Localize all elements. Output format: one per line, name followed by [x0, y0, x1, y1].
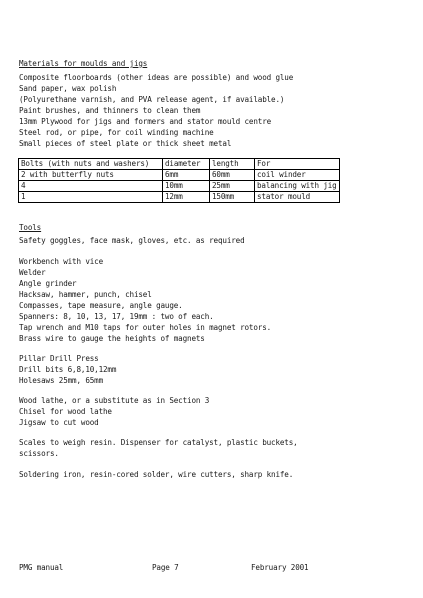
table-cell: 1 — [19, 192, 163, 203]
table-header-cell: length — [210, 159, 255, 170]
table-cell: 2 with butterfly nuts — [19, 170, 163, 181]
tools-line: Jigsaw to cut wood — [19, 418, 99, 427]
tools-heading: Tools — [19, 223, 42, 232]
tools-line: Compasses, tape measure, angle gauge. — [19, 301, 183, 310]
materials-line: Sand paper, wax polish — [19, 84, 117, 93]
materials-line: (Polyurethane varnish, and PVA release agent, if available.) — [19, 95, 285, 104]
materials-line: Composite floorboards (other ideas are possible) and wood glue — [19, 73, 294, 82]
materials-line: Paint brushes, and thinners to clean them — [19, 106, 201, 115]
footer-document-name: PMG manual — [19, 563, 64, 572]
table-row — [19, 181, 340, 192]
tools-line: Drill bits 6,8,10,12mm — [19, 365, 117, 374]
materials-heading: Materials for moulds and jigs — [19, 59, 148, 68]
tools-line: Welder — [19, 268, 46, 277]
table-header-cell: diameter — [163, 159, 210, 170]
table-cell: 10mm — [163, 181, 210, 192]
tools-line: Wood lathe, or a substitute as in Section 3 — [19, 396, 210, 405]
table-cell: 4 — [19, 181, 163, 192]
tools-line: scissors. — [19, 449, 59, 458]
footer-date: February 2001 — [251, 563, 309, 572]
tools-line: Hacksaw, hammer, punch, chisel — [19, 290, 152, 299]
table-cell: balancing with jig — [255, 181, 340, 192]
table-cell: 60mm — [210, 170, 255, 181]
tools-line: Angle grinder — [19, 279, 77, 288]
tools-line: Scales to weigh resin. Dispenser for catalyst, plastic buckets, — [19, 438, 298, 447]
table-cell: 25mm — [210, 181, 255, 192]
tools-line: Soldering iron, resin-cored solder, wire cutters, sharp knife. — [19, 470, 294, 479]
table-cell: stator mould — [255, 192, 340, 203]
tools-line: Spanners: 8, 10, 13, 17, 19mm : two of each. — [19, 312, 214, 321]
tools-line: Brass wire to gauge the heights of magnets — [19, 334, 205, 343]
tools-safety-line: Safety goggles, face mask, gloves, etc. as required — [19, 236, 245, 245]
table-cell: 12mm — [163, 192, 210, 203]
table-header-cell: For — [255, 159, 340, 170]
table-row — [19, 170, 340, 181]
materials-line: 13mm Plywood for jigs and formers and stator mould centre — [19, 117, 272, 126]
tools-line: Tap wrench and M10 taps for outer holes in magnet rotors. — [19, 323, 272, 332]
table-row — [19, 192, 340, 203]
table-header-row — [19, 159, 340, 170]
materials-line: Steel rod, or pipe, for coil winding machine — [19, 128, 214, 137]
bolts-table — [18, 158, 340, 203]
tools-line: Holesaws 25mm, 65mm — [19, 376, 104, 385]
table-header-cell: Bolts (with nuts and washers) — [19, 159, 163, 170]
table-cell: 6mm — [163, 170, 210, 181]
materials-line: Small pieces of steel plate or thick sheet metal — [19, 139, 232, 148]
tools-line: Chisel for wood lathe — [19, 407, 112, 416]
table-cell: 150mm — [210, 192, 255, 203]
table-cell: coil winder — [255, 170, 340, 181]
footer-page-number: Page 7 — [152, 563, 179, 572]
tools-line: Pillar Drill Press — [19, 354, 99, 363]
tools-line: Workbench with vice — [19, 257, 104, 266]
